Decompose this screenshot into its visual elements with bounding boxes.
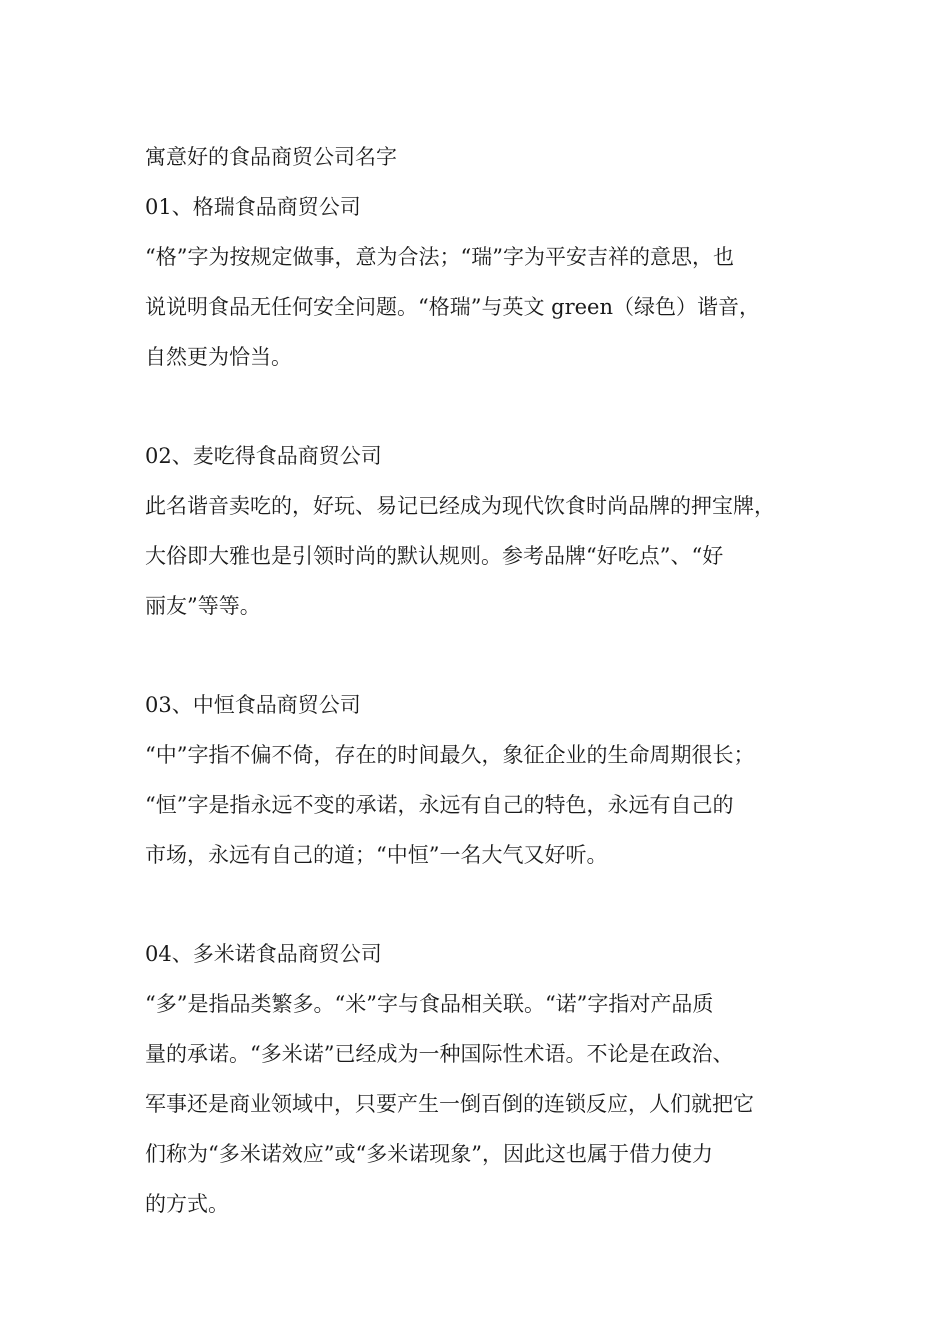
document-body [145,132,835,1278]
paragraph-line: 丽友”等等。 [145,594,261,618]
paragraph-line: “多”是指品类繁多。“米”字与食品相关联。“诺”字指对产品质 [145,992,714,1016]
paragraph-line: 大俗即大雅也是引领时尚的默认规则。参考品牌“好吃点”、“好 [145,544,724,568]
paragraph-line: “格”字为按规定做事，意为合法；“瑞”字为平安吉祥的意思，也 [145,245,734,269]
section-04 [145,929,835,1229]
paragraph-line: 军事还是商业领域中，只要产生一倒百倒的连锁反应，人们就把它 [145,1092,754,1116]
document-title: 寓意好的食品商贸公司名字 [145,145,397,169]
paragraph-line: “恒”字是指永远不变的承诺，永远有自己的特色，永远有自己的 [145,793,734,817]
paragraph-line: 此名谐音卖吃的，好玩、易记已经成为现代饮食时尚品牌的押宝牌， [145,494,775,518]
paragraph-line: 的方式。 [145,1192,229,1216]
paragraph-line: 自然更为恰当。 [145,345,292,369]
section-heading: 02、麦吃得食品商贸公司 [145,444,382,468]
paragraph-line: “中”字指不偏不倚，存在的时间最久，象征企业的生命周期很长； [145,743,755,767]
section-heading: 03、中恒食品商贸公司 [145,693,361,717]
section-heading: 01、格瑞食品商贸公司 [145,195,361,219]
paragraph-line: 量的承诺。“多米诺”已经成为一种国际性术语。不论是在政治、 [145,1042,734,1066]
paragraph-line: 市场，永远有自己的道；“中恒”一名大气又好听。 [145,843,608,867]
section-heading: 04、多米诺食品商贸公司 [145,942,382,966]
section-01 [145,182,835,382]
section-02 [145,431,835,631]
section-03 [145,680,835,880]
paragraph-line: 们称为“多米诺效应”或“多米诺现象”，因此这也属于借力使力 [145,1142,713,1166]
paragraph-line: 说说明食品无任何安全问题。“格瑞”与英文 green（绿色）谐音， [145,295,761,319]
